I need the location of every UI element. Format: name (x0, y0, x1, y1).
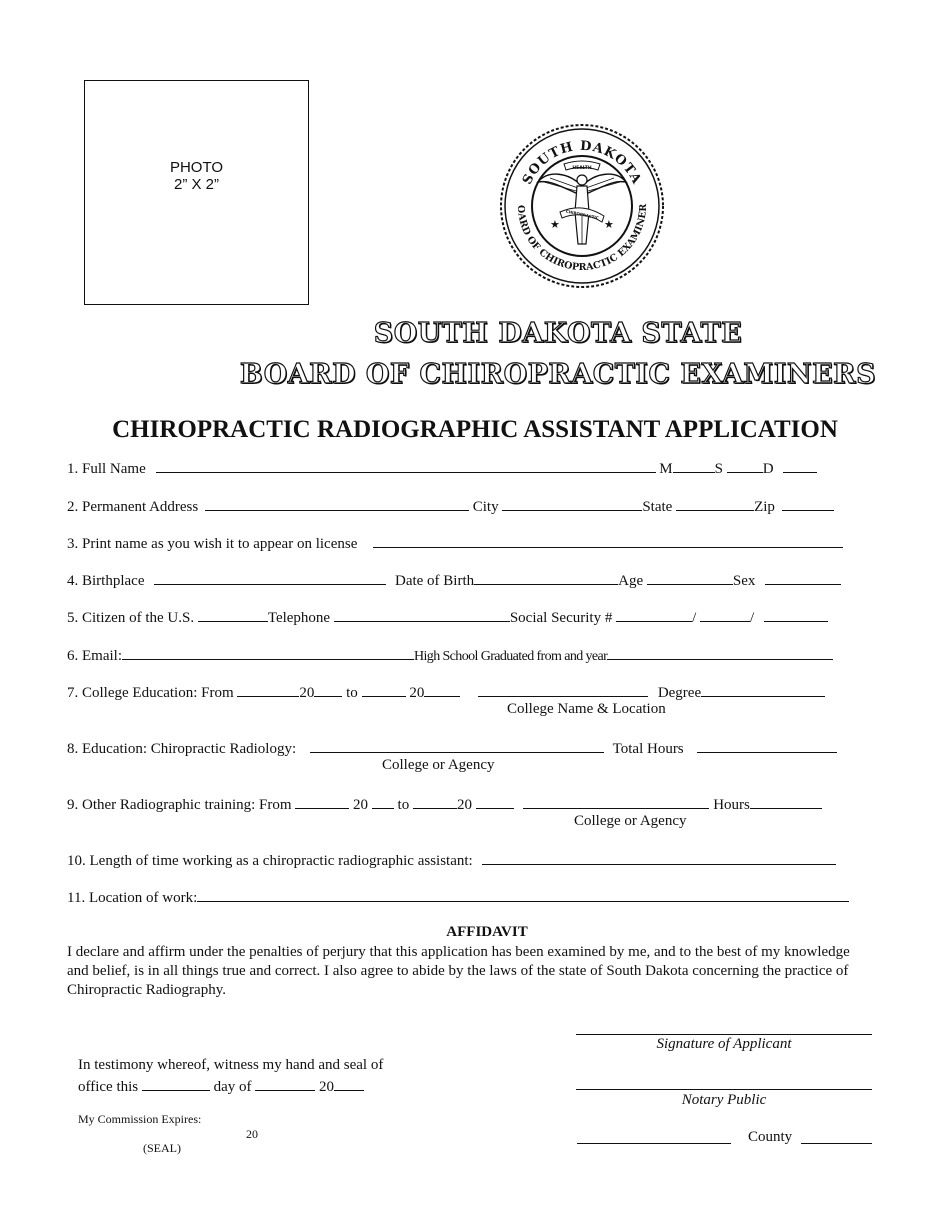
ssn-part1-input[interactable] (616, 607, 692, 622)
commission-century: 20 (246, 1127, 258, 1141)
board-title-line1: SOUTH DAKOTA STATE (373, 318, 743, 349)
training-from-year-input[interactable] (372, 794, 394, 809)
field-row-college (67, 682, 825, 702)
total-hours-label: Total Hours (612, 741, 684, 757)
county-name-line[interactable] (577, 1143, 731, 1144)
field-row-birth (67, 570, 841, 590)
high-school-label: High School Graduated from and year (414, 649, 608, 664)
training-to-label: to (397, 797, 410, 813)
form-title: CHIROPRACTIC RADIOGRAPHIC ASSISTANT APPLICATION (112, 416, 838, 443)
telephone-label: Telephone (267, 610, 331, 626)
degree-input[interactable] (701, 682, 825, 697)
seal-label: (SEAL) (143, 1141, 181, 1155)
ssn-slash-1: / (692, 610, 697, 626)
training-college-input[interactable] (523, 794, 709, 809)
affidavit-text: I declare and affirm under the penalties of perjury that this application has been examined by me, and to the best of my knowledge and belief, is in all things true and correct. I also agree to abide by the laws of the state of South Dakota concerning the practice of Chiropractic Radiography. (67, 944, 850, 998)
testimony-year-input[interactable] (334, 1076, 364, 1091)
address-input[interactable] (205, 496, 469, 511)
college-name-input[interactable] (478, 682, 648, 697)
college-from-month-input[interactable] (237, 682, 299, 697)
ssn-slash-2: / (750, 610, 755, 626)
ssn-part2-input[interactable] (700, 607, 750, 622)
dob-label: Date of Birth (394, 573, 475, 589)
field-row-other-training (67, 794, 822, 814)
seal-banner-mid: CHIROPRACTIC (565, 208, 600, 221)
address-label: 2. Permanent Address (67, 499, 199, 515)
field-row-full-name (67, 458, 817, 478)
email-label: 6. Email: (67, 648, 122, 664)
photo-label: PHOTO (169, 159, 224, 176)
applicant-signature-line[interactable] (576, 1034, 872, 1035)
training-to-century: 20 (456, 797, 472, 813)
sex-label: Sex (732, 573, 756, 589)
sex-input[interactable] (765, 570, 841, 585)
field-row-citizen (67, 607, 828, 627)
radiology-college-input[interactable] (310, 738, 604, 753)
seal-star-right: ★ (604, 218, 614, 231)
radiology-label: 8. Education: Chiropractic Radiology: (67, 741, 297, 757)
photo-size-label: 2” X 2” (173, 176, 219, 193)
radiology-sublabel: College or Agency (382, 757, 495, 773)
degree-label: Degree (657, 685, 702, 701)
length-of-time-input[interactable] (482, 850, 836, 865)
location-of-work-input[interactable] (197, 887, 849, 902)
training-to-month-input[interactable] (413, 794, 457, 809)
college-from-century: 20 (299, 685, 315, 701)
marital-d-input[interactable] (783, 458, 817, 473)
seal-star-left: ★ (550, 218, 560, 231)
college-label: 7. College Education: From (67, 685, 234, 701)
college-to-month-input[interactable] (362, 682, 406, 697)
testimony-line1: In testimony whereof, witness my hand and seal of (78, 1057, 384, 1073)
training-sublabel: College or Agency (574, 813, 687, 829)
college-from-year-input[interactable] (314, 682, 342, 697)
marital-d-label: D (762, 461, 774, 477)
testimony-month-input[interactable] (255, 1076, 315, 1091)
testimony-dayof-label: day of (213, 1079, 252, 1095)
seal-graphic (498, 120, 666, 292)
field-row-length-of-time (67, 850, 836, 870)
license-name-label: 3. Print name as you wish it to appear on license (67, 536, 358, 552)
birthplace-input[interactable] (154, 570, 386, 585)
ssn-part3-input[interactable] (764, 607, 828, 622)
hours-input[interactable] (750, 794, 822, 809)
seal-bottom-text: OARD OF CHIROPRACTIC EXAMINER (514, 203, 650, 274)
zip-label: Zip (754, 499, 775, 515)
length-of-time-label: 10. Length of time working as a chiropractic radiographic assistant: (67, 853, 473, 869)
testimony-office-label: office this (78, 1079, 139, 1095)
citizen-label: 5. Citizen of the U.S. (67, 610, 195, 626)
board-title-line2: BOARD OF CHIROPRACTIC EXAMINERS (239, 359, 877, 390)
age-input[interactable] (647, 570, 733, 585)
full-name-label: 1. Full Name (67, 461, 146, 477)
notary-signature-line[interactable] (576, 1089, 872, 1090)
seal-top-text: SOUTH DAKOTA (519, 138, 645, 188)
dob-input[interactable] (474, 570, 618, 585)
training-from-month-input[interactable] (295, 794, 349, 809)
location-of-work-label: 11. Location of work: (67, 890, 198, 906)
county-extra-line[interactable] (801, 1143, 872, 1144)
age-label: Age (618, 573, 644, 589)
field-row-radiology (67, 738, 837, 758)
field-row-license-name (67, 533, 843, 553)
college-name-sublabel: College Name & Location (507, 701, 666, 717)
field-row-address (67, 496, 834, 516)
notary-label: Notary Public (681, 1092, 767, 1108)
marital-s-input[interactable] (727, 458, 763, 473)
birthplace-label: 4. Birthplace (67, 573, 145, 589)
training-to-year-input[interactable] (476, 794, 514, 809)
college-to-year-input[interactable] (424, 682, 460, 697)
field-row-location-of-work (67, 887, 849, 907)
license-name-input[interactable] (373, 533, 843, 548)
high-school-input[interactable] (607, 645, 833, 660)
testimony-day-input[interactable] (142, 1076, 210, 1091)
board-seal (498, 120, 666, 292)
marital-m-label: M (659, 461, 673, 477)
testimony-line2 (78, 1076, 364, 1096)
full-name-input[interactable] (156, 458, 656, 473)
marital-m-input[interactable] (673, 458, 715, 473)
seal-banner-top: HEALTH (572, 166, 592, 171)
commission-expires-label: My Commission Expires: (78, 1112, 202, 1126)
telephone-input[interactable] (334, 607, 510, 622)
affidavit-heading: AFFIDAVIT (446, 924, 528, 940)
testimony-century: 20 (319, 1079, 335, 1095)
photo-box (84, 80, 309, 305)
citizen-input[interactable] (198, 607, 268, 622)
field-row-email (67, 645, 833, 665)
college-to-century: 20 (409, 685, 425, 701)
ssn-label: Social Security # (509, 610, 613, 626)
training-from-century: 20 (353, 797, 369, 813)
email-input[interactable] (122, 645, 414, 660)
county-label: County (748, 1129, 793, 1145)
city-label: City (472, 499, 499, 515)
zip-input[interactable] (782, 496, 834, 511)
hours-label: Hours (713, 797, 750, 813)
marital-s-label: S (714, 461, 723, 477)
city-input[interactable] (502, 496, 642, 511)
college-to-label: to (346, 685, 358, 701)
applicant-signature-label: Signature of Applicant (656, 1036, 792, 1052)
other-training-label: 9. Other Radiographic training: From (67, 797, 292, 813)
total-hours-input[interactable] (697, 738, 837, 753)
state-input[interactable] (676, 496, 754, 511)
state-label: State (642, 499, 673, 515)
